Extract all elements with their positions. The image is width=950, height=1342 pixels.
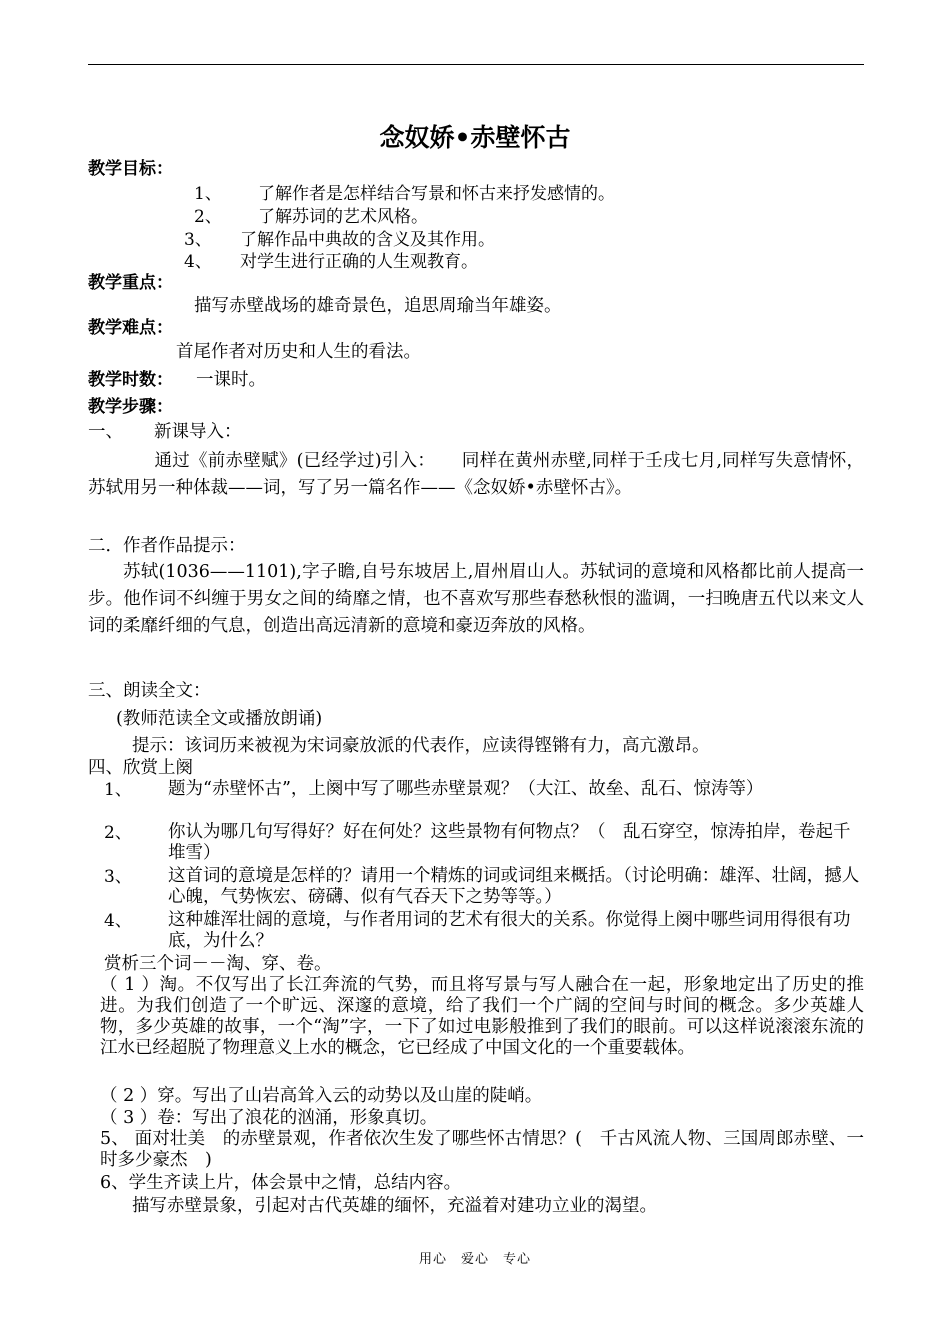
section2-heading: 二．作者作品提示： bbox=[88, 536, 246, 556]
question-5: 5、 面对壮美 的赤壁景观，作者依次生发了哪些怀古情思？( 千古风流人物、三国周郎赤壁、一时多少豪杰 ) bbox=[100, 1129, 864, 1170]
section1-num: 一、 bbox=[88, 422, 123, 442]
question-3-text: 这首词的意境是怎样的？请用一个精炼的词或词组来概括。（讨论明确：雄浑、壮阔，撼人心魄，气势恢宏、磅礴、似有气吞天下之势等等。） bbox=[168, 866, 860, 907]
question-6: 6、学生齐读上片，体会景中之情，总结内容。 bbox=[100, 1173, 462, 1193]
goal-3-text: 了解作品中典故的含义及其作用。 bbox=[240, 230, 495, 250]
hours-text: 一课时。 bbox=[196, 370, 266, 390]
analysis-1: （ 1 ）淘。不仅写出了长江奔流的气势，而且将写景与写人融合在一起，形象地定出了历史的推进。为我们创造了一个旷远、深邃的意境，给了我们一个广阔的空间与时间的概念。多少英雄人物，多少英雄的故事，一个“淘”字，一下了如过电影般推到了我们的眼前。可以这样说滚滚东流的江水已经超脱了物理意义上水的概念，它已经成了中国文化的一个重要载体。 bbox=[100, 975, 864, 1058]
analysis-3: （ 3 ）卷：写出了浪花的汹涌，形象真切。 bbox=[100, 1108, 438, 1128]
analysis-heading: 赏析三个词－－淘、穿、卷。 bbox=[104, 954, 332, 974]
key-point-heading: 教学重点： bbox=[88, 273, 173, 293]
steps-heading: 教学步骤： bbox=[88, 397, 173, 417]
goal-4-text: 对学生进行正确的人生观教育。 bbox=[240, 252, 478, 272]
goals-heading: 教学目标： bbox=[88, 159, 173, 179]
goal-2-num: 2、 bbox=[194, 207, 222, 227]
key-point-text: 描写赤壁战场的雄奇景色，追思周瑜当年雄姿。 bbox=[194, 296, 562, 316]
section1-text: 通过《前赤壁赋》(已经学过)引入： 同样在黄州赤壁,同样于壬戌七月,同样写失意情怀，苏轼用另一种体裁——词，写了另一篇名作——《念奴娇•赤壁怀古》。 bbox=[88, 451, 864, 498]
question-4-num: 4、 bbox=[104, 911, 132, 931]
goal-4-num: 4、 bbox=[184, 252, 212, 272]
section1-heading: 新课导入： bbox=[154, 422, 242, 442]
header-rule bbox=[88, 64, 864, 65]
section3-hint: 提示：该词历来被视为宋词豪放派的代表作，应读得铿锵有力，高亢激昂。 bbox=[132, 736, 710, 756]
goal-2-text: 了解苏词的艺术风格。 bbox=[258, 207, 428, 227]
hours-heading: 教学时数： bbox=[88, 370, 173, 390]
difficulty-text: 首尾作者对历史和人生的看法。 bbox=[176, 342, 421, 362]
goal-1-num: 1、 bbox=[194, 184, 222, 204]
question-1-text: 题为“赤壁怀古”，上阕中写了哪些赤壁景观？（大江、故垒、乱石、惊涛等） bbox=[168, 779, 764, 799]
analysis-2: （ 2 ）穿。写出了山岩高耸入云的动势以及山崖的陡峭。 bbox=[100, 1086, 543, 1106]
section2-text: 苏轼(1036——1101),字子瞻,自号东坡居上,眉州眉山人。苏轼词的意境和风格都比前人提高一步。他作词不纠缠于男女之间的绮靡之情，也不喜欢写那些春愁秋恨的滥调，一扫晚唐五代以来文人词的柔靡纤细的气息，创造出高远清新的意境和豪迈奔放的风格。 bbox=[88, 562, 864, 636]
question-2-num: 2、 bbox=[104, 823, 132, 843]
question-4-text: 这种雄浑壮阔的意境，与作者用词的艺术有很大的关系。你觉得上阕中哪些词用得很有功底，为什么？ bbox=[168, 910, 851, 951]
section3-note: (教师范读全文或播放朗诵) bbox=[116, 709, 323, 729]
question-2-text: 你认为哪几句写得好？好在何处？这些景物有何物点？（ 乱石穿空，惊涛拍岸，卷起千堆雪） bbox=[168, 822, 851, 863]
section4-heading: 四、欣赏上阕 bbox=[88, 758, 193, 778]
question-3-num: 3、 bbox=[104, 867, 132, 887]
summary-text: 描写赤壁景象，引起对古代英雄的缅怀，充溢着对建功立业的渴望。 bbox=[132, 1196, 657, 1216]
goal-3-num: 3、 bbox=[184, 230, 212, 250]
goal-1-text: 了解作者是怎样结合写景和怀古来抒发感情的。 bbox=[258, 184, 615, 204]
section3-heading: 三、朗读全文： bbox=[88, 681, 211, 701]
question-1-num: 1、 bbox=[104, 780, 132, 800]
page-footer: 用心 爱心 专心 bbox=[418, 1252, 531, 1267]
page-title: 念奴娇•赤壁怀古 bbox=[379, 123, 571, 152]
difficulty-heading: 教学难点： bbox=[88, 318, 173, 338]
